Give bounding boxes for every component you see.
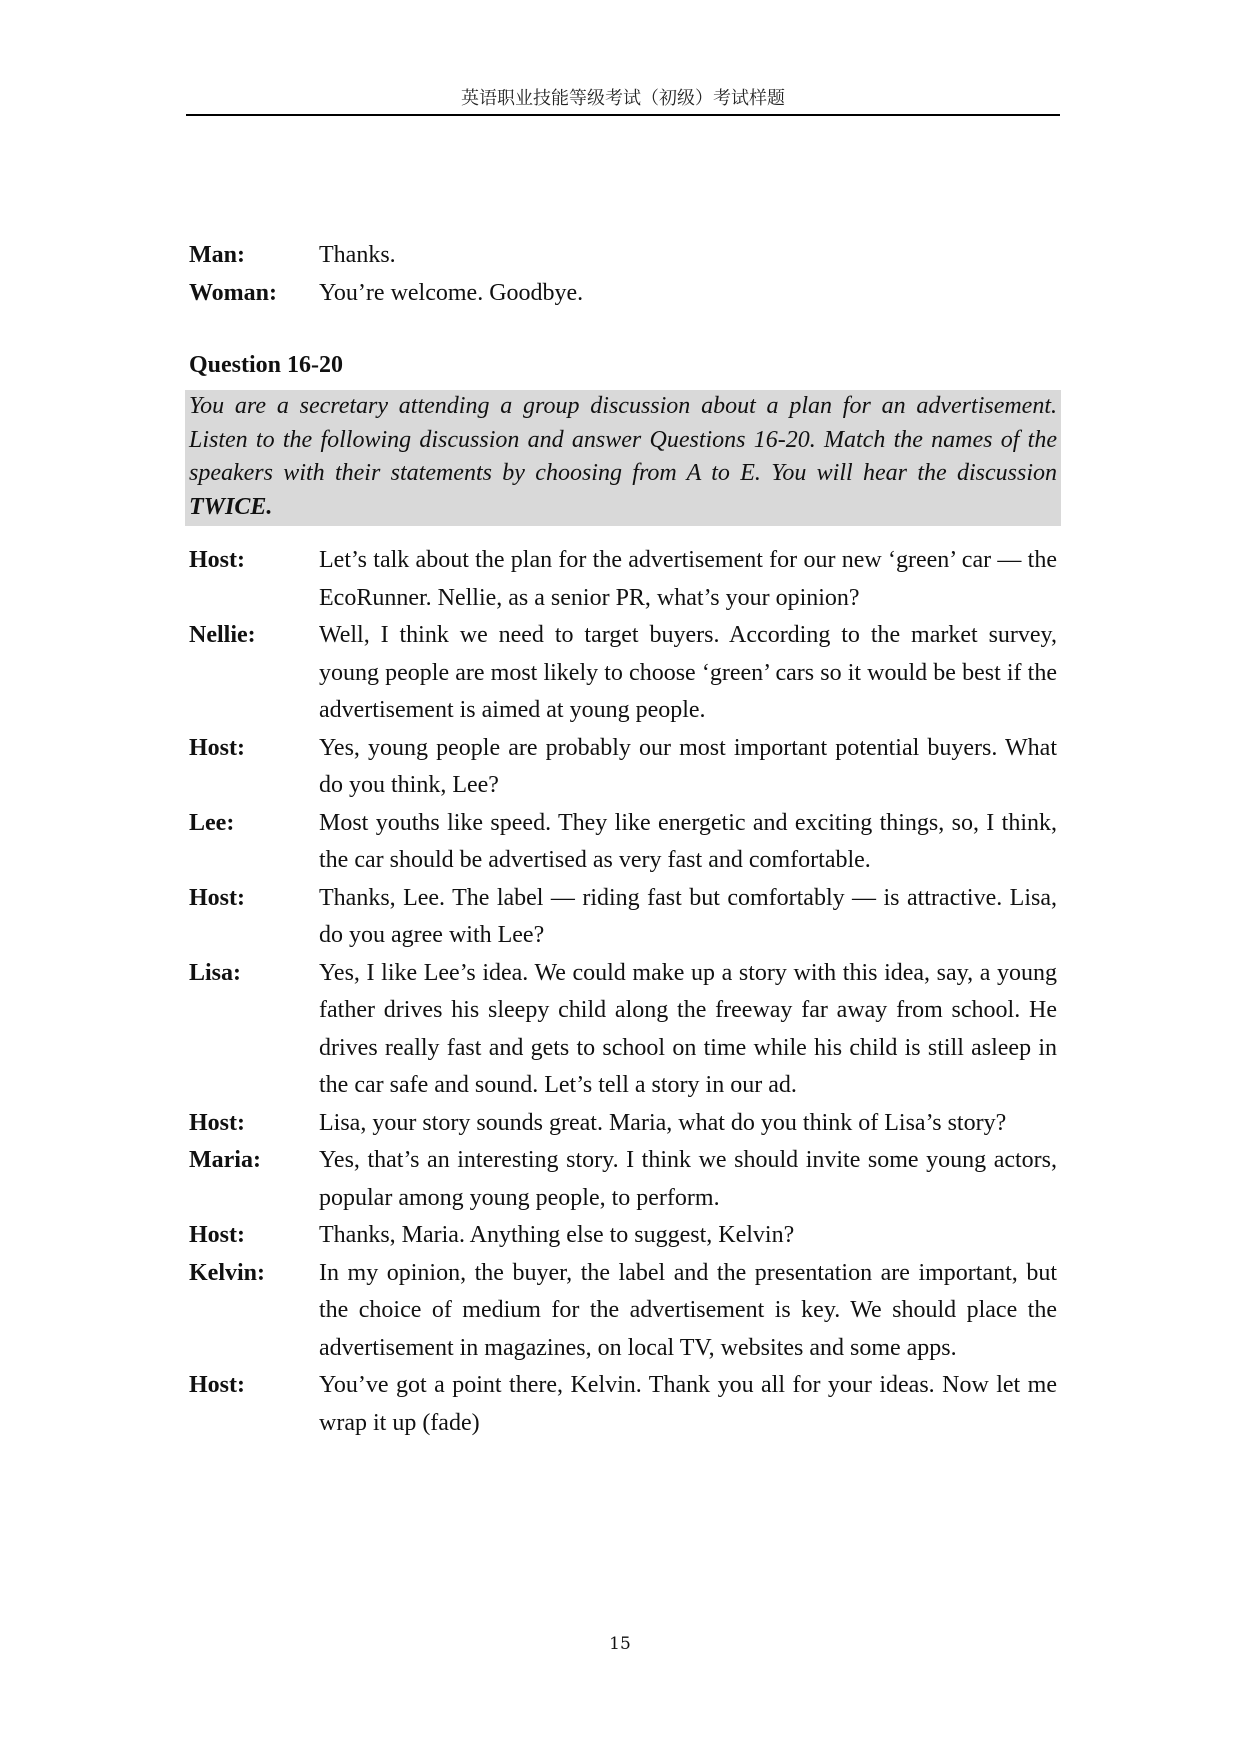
speech-text: Yes, that’s an interesting story. I think we should invite some young actors, popular among young people, to perform. [319,1147,1057,1211]
dialog-line [189,1105,1057,1143]
speaker-name: Man: [189,242,245,268]
speaker-name: Host: [189,1109,245,1136]
speech-text: Thanks. [319,242,396,268]
dialog-line [189,617,1057,730]
speaker-name: Woman: [189,280,278,306]
question-title: Question 16-20 [189,352,344,378]
previous-dialog [189,236,1057,312]
dialog-line [189,1217,1057,1255]
dialog-line [189,880,1057,955]
speaker-name: Host: [189,884,245,911]
speech-text: Lisa, your story sounds great. Maria, what do you think of Lisa’s story? [319,1109,1007,1136]
instruction-emphasis: TWICE. [189,493,273,520]
dialog-line [189,730,1057,805]
speaker-name: Nellie: [189,622,256,648]
page-header: 英语职业技能等级考试（初级）考试样题 [186,86,1060,116]
speech-text: You’ve got a point there, Kelvin. Thank you all for your ideas. Now let me wrap it up (fade) [319,1372,1057,1436]
speech-text: In my opinion, the buyer, the label and the presentation are important, but the choice of medium for the advertisement is key. We should place the advertisement in magazines, on local TV, websites and some apps. [319,1259,1057,1361]
speaker-name: Host: [189,734,245,761]
speech-text: Most youths like speed. They like energetic and exciting things, so, I think, the car should be advertised as very fast and comfortable. [319,809,1057,873]
dialog-line [189,1255,1057,1368]
speech-text: Well, I think we need to target buyers. According to the market survey, young people are most likely to choose ‘green’ cars so it would be best if the advertisement is aimed at young people. [319,622,1057,723]
dialog-line [189,805,1057,880]
discussion-dialog [189,542,1057,1442]
speaker-name: Host: [189,1372,245,1398]
page-number: 15 [609,1634,631,1654]
speaker-name: Kelvin: [189,1259,265,1286]
speaker-name: Host: [189,547,245,573]
dialog-line [189,236,1057,274]
speech-text: Thanks, Lee. The label — riding fast but comfortably — is attractive. Lisa, do you agree with Lee? [319,884,1057,948]
speaker-name: Host: [189,1222,245,1248]
dialog-line [189,542,1057,617]
speaker-name: Lisa: [189,959,242,986]
dialog-line [189,955,1057,1105]
speech-text: You’re welcome. Goodbye. [319,280,584,306]
instruction-box [185,390,1061,526]
speaker-name: Lee: [189,809,235,836]
speech-text: Let’s talk about the plan for the advertisement for our new ‘green’ car — the EcoRunner. Nellie, as a senior PR, what’s your opinion? [319,547,1057,611]
dialog-line [189,274,1057,312]
page-content [189,236,1057,1442]
dialog-line [189,1142,1057,1217]
speaker-name: Maria: [189,1147,261,1173]
dialog-line [189,1367,1057,1442]
instruction-text: You are a secretary attending a group discussion about a plan for an advertisement. Listen to the following discussion and answer Questions 16-20. Match the names of the speakers with their statements by choosing from A to E. You will hear the discussion [189,393,1057,486]
speech-text: Yes, I like Lee’s idea. We could make up a story with this idea, say, a young father drives his sleepy child along the freeway far away from school. He drives really fast and gets to school on time while his child is still asleep in the car safe and sound. Let’s tell a story in our ad. [319,959,1057,1098]
speech-text: Yes, young people are probably our most important potential buyers. What do you think, Lee? [319,734,1057,798]
speech-text: Thanks, Maria. Anything else to suggest, Kelvin? [319,1222,795,1248]
